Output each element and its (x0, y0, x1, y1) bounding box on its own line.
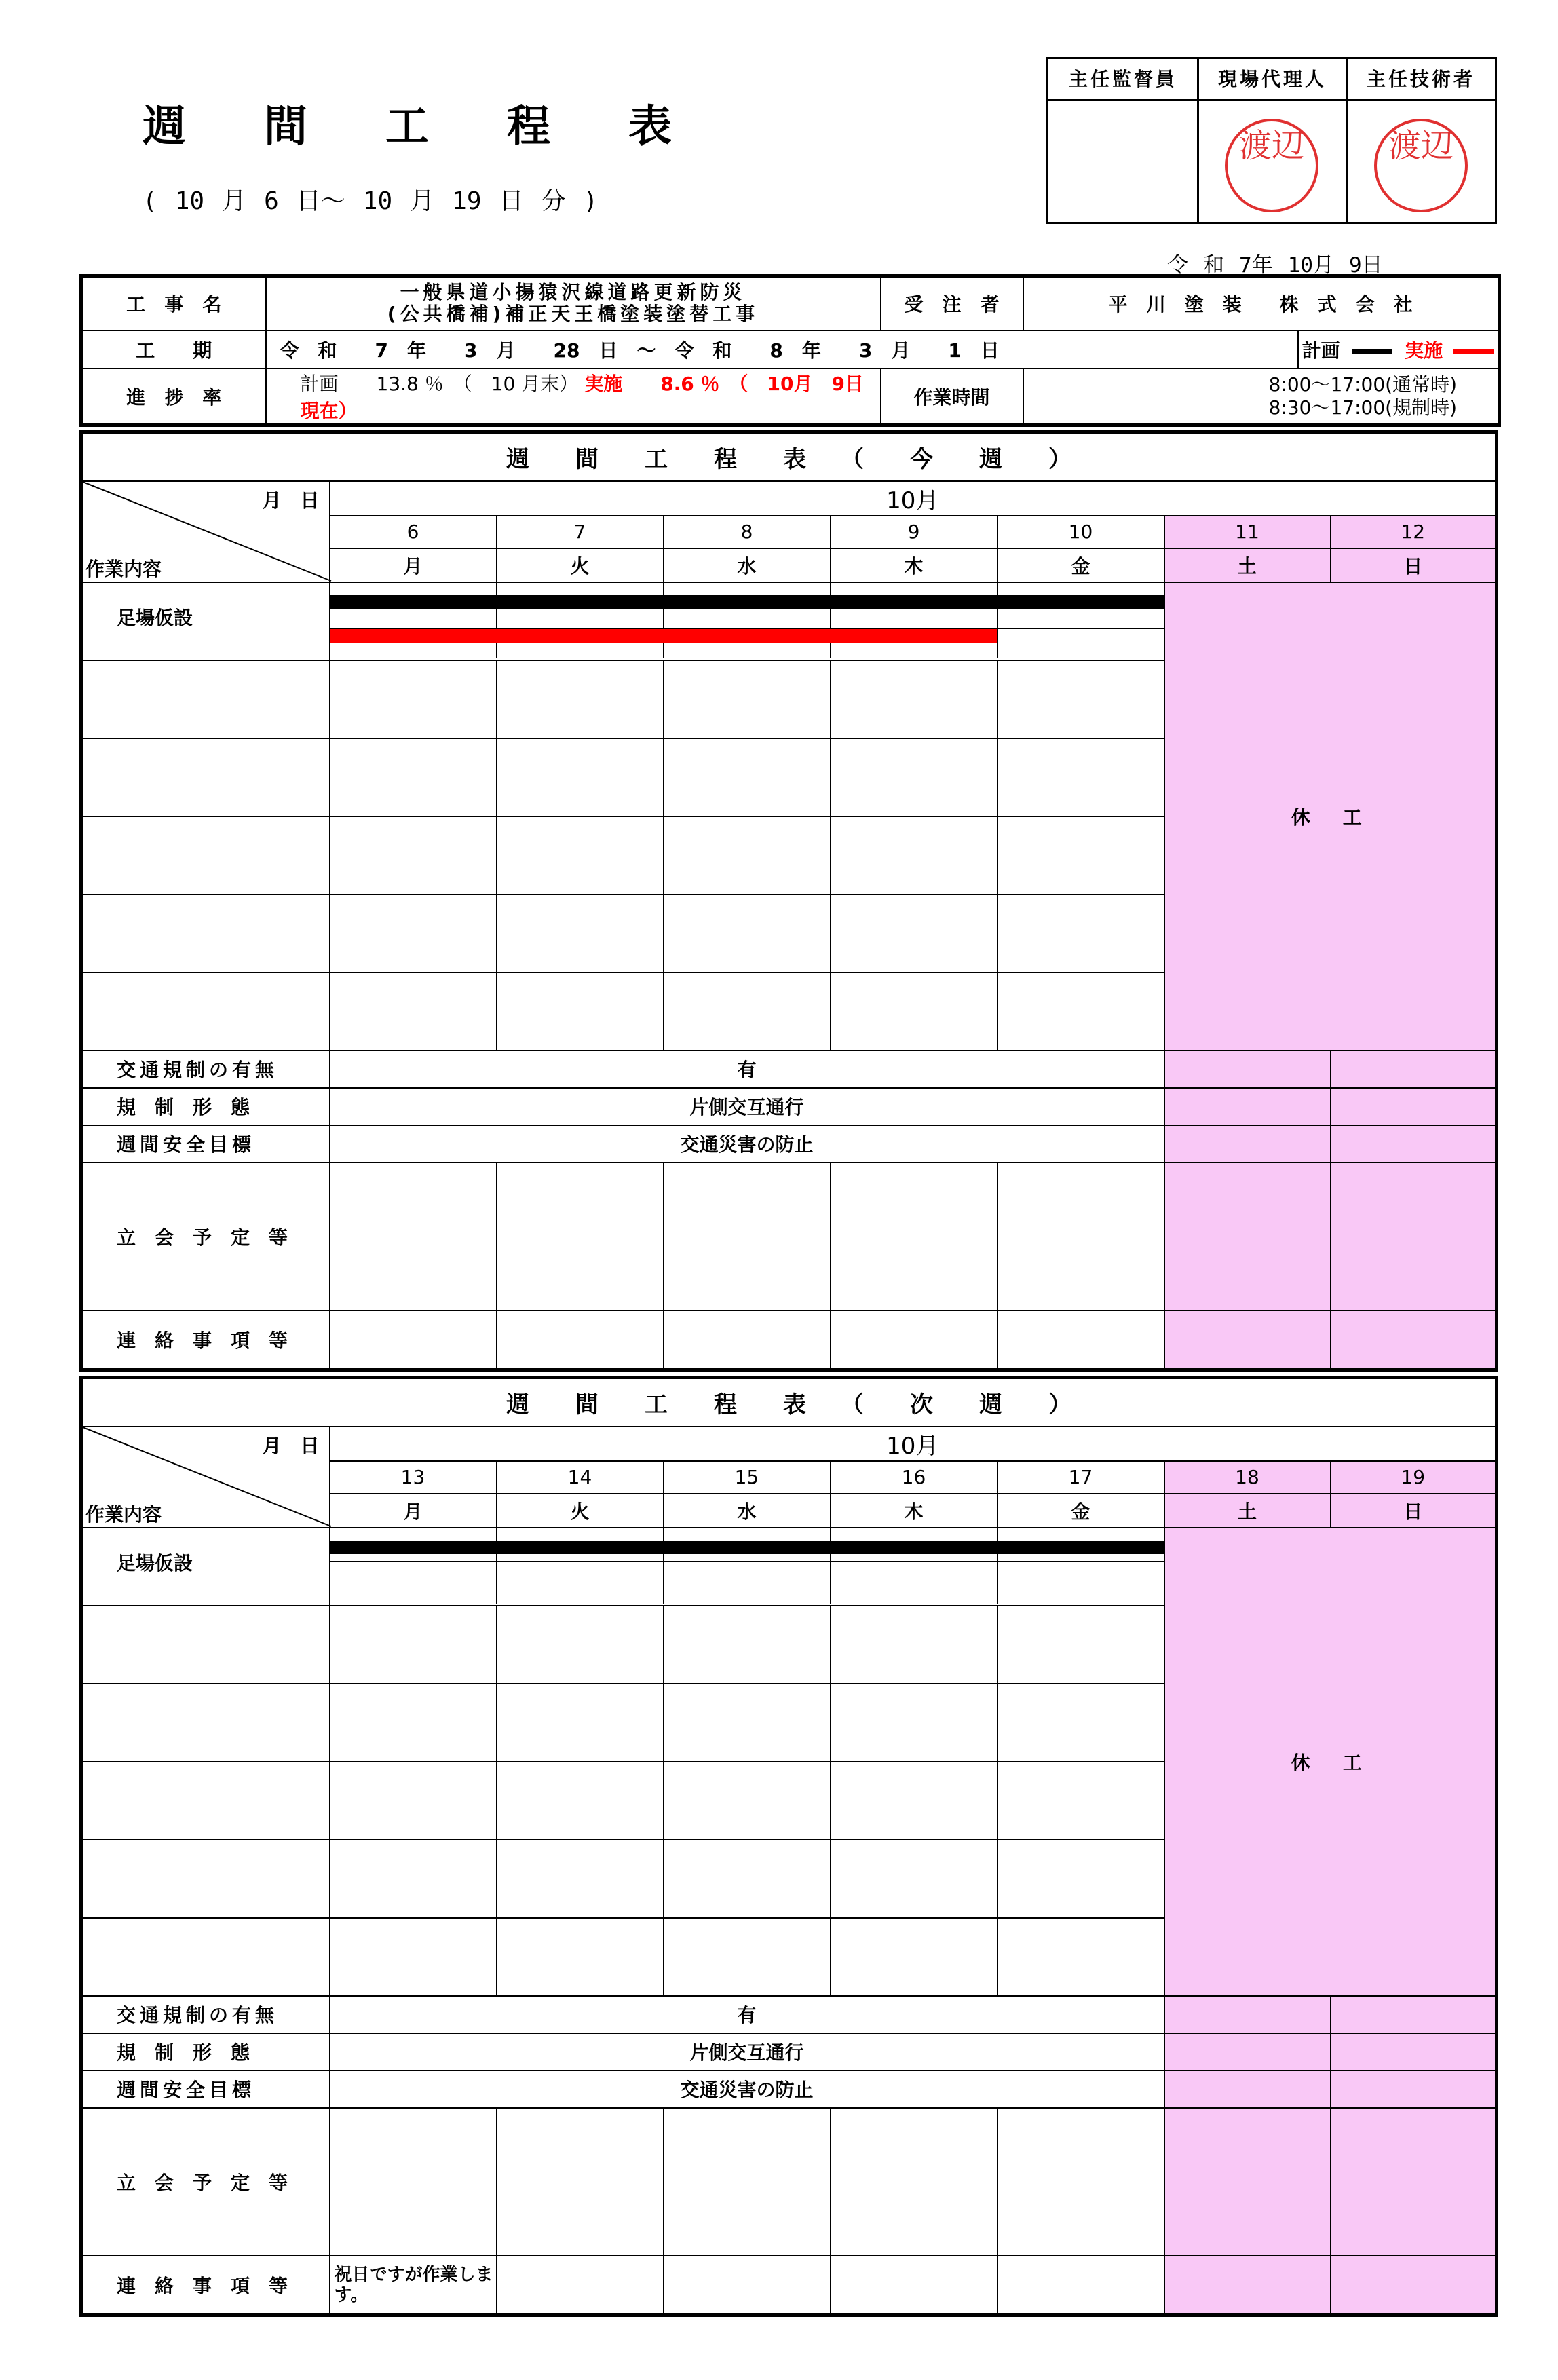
contractor-label: 受 注 者 (881, 276, 1023, 330)
this-week-heading: 週 間 工 程 表 （ 今 週 ） (81, 432, 1497, 481)
safety-label: 週間安全目標 (81, 2071, 330, 2108)
weekday-cell: 火 (497, 1494, 664, 1528)
this-week-table (79, 430, 1498, 1372)
progress-actual: 実施 8.6 ％ （ 10月 9日 現在） (300, 372, 884, 422)
day-cell: 8 (664, 516, 831, 548)
traffic-value: 有 (330, 1996, 1164, 2033)
holiday-block: 休 工 (1164, 1528, 1497, 1996)
progress-values (266, 369, 884, 426)
notes-day1: 祝日ですが作業します。 (330, 2256, 497, 2316)
project-name: 一般県道小揚猿沢線道路更新防災 (公共橋補)補正天王橋塗装塗替工事 (266, 276, 881, 330)
worktime: 8:00～17:00(通常時) 8:30～17:00(規制時) (1023, 369, 1500, 426)
project-name-label: 工 事 名 (81, 276, 266, 330)
traffic-label: 交通規制の有無 (81, 1996, 330, 2033)
task-label: 足場仮設 (81, 1528, 330, 1606)
approval-stamp-box (1046, 57, 1497, 224)
weekday-cell: 土 (1164, 548, 1331, 582)
weekday-cell: 水 (664, 548, 831, 582)
page-title: 週 間 工 程 表 (142, 102, 672, 152)
day-cell: 13 (330, 1461, 497, 1494)
work-content-label: 作業内容 (86, 1503, 162, 1526)
safety-label: 週間安全目標 (81, 1125, 330, 1163)
gantt-cell (330, 582, 1164, 660)
weekday-cell: 水 (664, 1494, 831, 1528)
plan-bar (330, 595, 1164, 609)
gantt-track (330, 1528, 1164, 1604)
weekday-cell: 金 (998, 1494, 1164, 1528)
next-week-table (79, 1376, 1498, 2317)
legend-plan-line (1352, 349, 1392, 354)
worktime-label: 作業時間 (881, 369, 1023, 426)
legend-plan-label: 計画 (1302, 339, 1340, 362)
legend-actual-line (1454, 349, 1494, 354)
period-label: 工 期 (81, 330, 266, 369)
month-day-label: 月 日 (262, 1434, 320, 1457)
day-cell: 16 (831, 1461, 998, 1494)
gantt-cell (330, 1528, 1164, 1606)
actual-bar (330, 629, 997, 643)
legend-actual-label: 実施 (1405, 339, 1443, 362)
traffic-label: 交通規制の有無 (81, 1051, 330, 1088)
seal-chief-engineer: 渡辺 (1374, 119, 1468, 212)
inspection-label: 立 会 予 定 等 (81, 1163, 330, 1310)
weekday-cell: 木 (831, 548, 998, 582)
this-week-month: 10月 (330, 481, 1497, 516)
construction-period: 令 和 7 年 3 月 28 日 ～ 令 和 8 年 3 月 1 日 (266, 330, 1298, 369)
month-day-label: 月 日 (262, 489, 320, 512)
regulation-label: 規 制 形 態 (81, 1088, 330, 1125)
role-chief-engineer: 主任技術者 (1347, 59, 1495, 101)
safety-value: 交通災害の防止 (330, 2071, 1164, 2108)
weekday-cell: 金 (998, 548, 1164, 582)
legend (1298, 330, 1500, 369)
safety-value: 交通災害の防止 (330, 1125, 1164, 1163)
regulation-label: 規 制 形 態 (81, 2033, 330, 2071)
document-date: 令 和 7年 10月 9日 (1167, 253, 1383, 278)
day-cell: 14 (497, 1461, 664, 1494)
seal-site-agent: 渡辺 (1225, 119, 1318, 212)
project-info-table (79, 274, 1501, 427)
day-cell: 15 (664, 1461, 831, 1494)
weekday-cell: 火 (497, 548, 664, 582)
next-week-corner (81, 1427, 330, 1528)
regulation-value: 片側交互通行 (330, 1088, 1164, 1125)
day-cell: 6 (330, 516, 497, 548)
notes-day1 (330, 1310, 497, 1370)
traffic-value: 有 (330, 1051, 1164, 1088)
next-week-heading: 週 間 工 程 表 （ 次 週 ） (81, 1378, 1497, 1427)
contractor-name: 平 川 塗 装 株 式 会 社 (1023, 276, 1500, 330)
inspection-label: 立 会 予 定 等 (81, 2108, 330, 2256)
gantt-track (330, 583, 1164, 658)
work-content-label: 作業内容 (86, 557, 162, 580)
holiday-block: 休 工 (1164, 582, 1497, 1051)
schedule-period: ( 10 月 6 日～ 10 月 19 日 分 ) (142, 187, 598, 215)
weekday-cell: 日 (1331, 1494, 1497, 1528)
day-cell: 9 (831, 516, 998, 548)
weekday-cell: 土 (1164, 1494, 1331, 1528)
day-cell: 17 (998, 1461, 1164, 1494)
this-week-corner (81, 481, 330, 582)
progress-plan: 計画 13.8 ％ （ 10 月末） (300, 372, 579, 395)
weekday-cell: 月 (330, 548, 497, 582)
day-cell: 18 (1164, 1461, 1331, 1494)
day-cell: 12 (1331, 516, 1497, 548)
weekday-cell: 日 (1331, 548, 1497, 582)
day-cell: 10 (998, 516, 1164, 548)
notes-label: 連 絡 事 項 等 (81, 2256, 330, 2316)
task-label: 足場仮設 (81, 582, 330, 660)
plan-bar (330, 1541, 1164, 1554)
weekday-cell: 木 (831, 1494, 998, 1528)
next-week-month: 10月 (330, 1427, 1497, 1461)
day-cell: 7 (497, 516, 664, 548)
progress-label: 進 捗 率 (81, 369, 266, 426)
day-cell: 11 (1164, 516, 1331, 548)
day-cell: 19 (1331, 1461, 1497, 1494)
regulation-value: 片側交互通行 (330, 2033, 1164, 2071)
notes-label: 連 絡 事 項 等 (81, 1310, 330, 1370)
role-site-agent: 現場代理人 (1198, 59, 1347, 101)
role-supervisor: 主任監督員 (1048, 59, 1198, 101)
weekday-cell: 月 (330, 1494, 497, 1528)
